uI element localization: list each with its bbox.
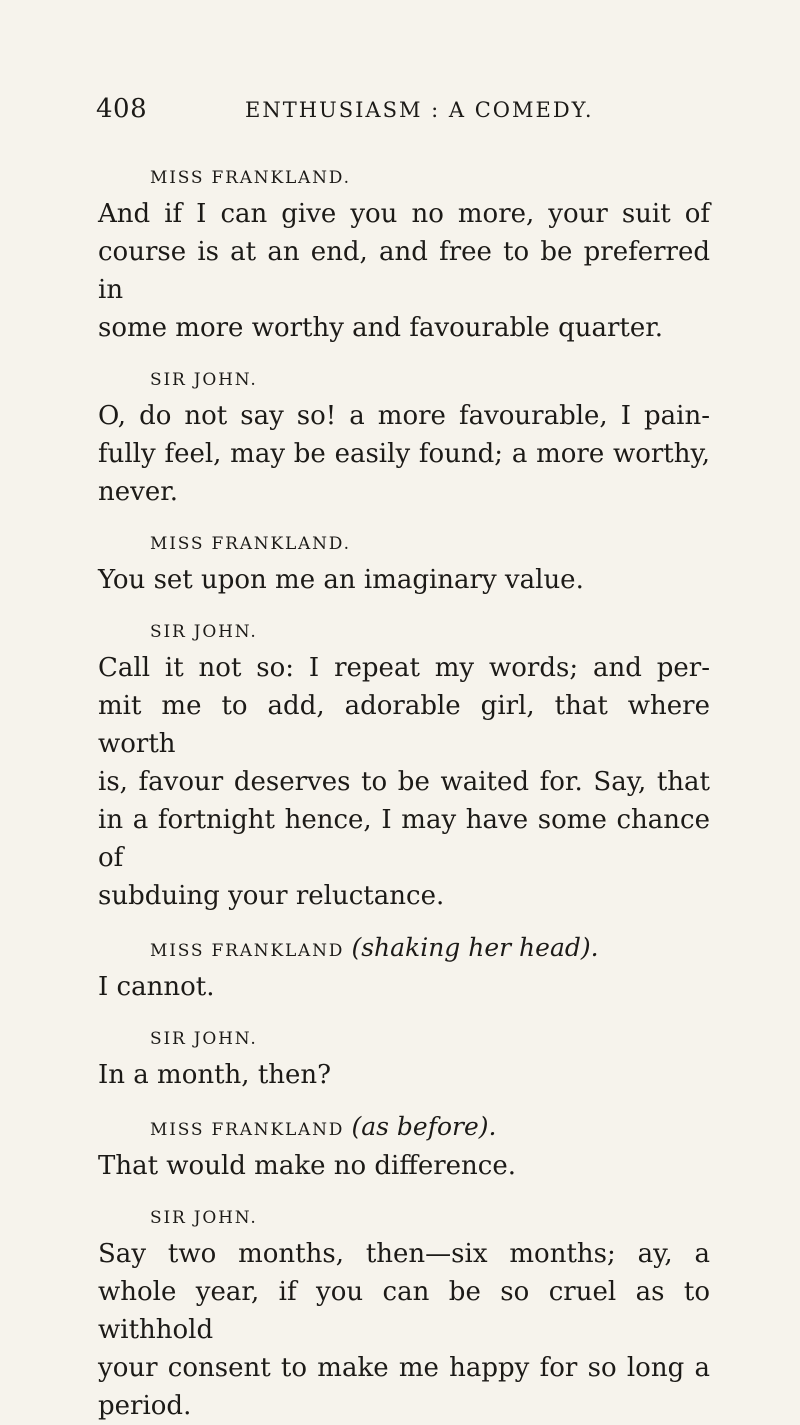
dialogue-line: I cannot.: [98, 972, 215, 1002]
stage-direction: (shaking her head).: [351, 933, 599, 962]
stage-direction: (as before).: [351, 1112, 497, 1141]
speech: [98, 619, 710, 915]
dialogue-line: Say two months, then—six months; ay, a: [98, 1239, 710, 1269]
speech: [98, 1026, 710, 1094]
dialogue-line: You set upon me an imaginary value.: [98, 565, 584, 595]
speech: [98, 1205, 710, 1425]
dialogue-line: fully feel, may be easily found; a more worthy,: [98, 439, 710, 469]
dialogue-line: course is at an end, and free to be preferred in: [98, 237, 710, 305]
speech: [98, 165, 710, 347]
speaker-name: SIR JOHN.: [150, 622, 258, 642]
speaker-name: MISS FRANKLAND (as before).: [150, 1112, 497, 1141]
dialogue-line: mit me to add, adorable girl, that where worth: [98, 691, 710, 759]
speaker-name: MISS FRANKLAND.: [150, 534, 351, 554]
dialogue-line: That would make no difference.: [98, 1151, 516, 1181]
dialogue-line: is, favour deserves to be waited for. Say, that: [98, 767, 710, 797]
dialogue-line: period.: [98, 1391, 192, 1421]
running-head: [0, 86, 800, 126]
dialogue-line: Call it not so: I repeat my words; and per-: [98, 653, 710, 683]
dialogue-line: in a fortnight hence, I may have some chance of: [98, 805, 710, 873]
dialogue-line: whole year, if you can be so cruel as to withhold: [98, 1277, 710, 1345]
dialogue-line: your consent to make me happy for so long a: [98, 1353, 710, 1383]
dialogue-line: subduing your reluctance.: [98, 881, 445, 911]
dialogue-line: never.: [98, 477, 179, 507]
page-number: 408: [96, 94, 148, 124]
speaker-name: SIR JOHN.: [150, 1208, 258, 1228]
play-text: [98, 165, 710, 1425]
dialogue-line: In a month, then?: [98, 1060, 332, 1090]
speech: [98, 935, 710, 1006]
dialogue-line: some more worthy and favourable quarter.: [98, 313, 664, 343]
speaker-name: SIR JOHN.: [150, 1029, 258, 1049]
dialogue-line: O, do not say so! a more favourable, I pain-: [98, 401, 710, 431]
speech: [98, 1114, 710, 1185]
speaker-name: MISS FRANKLAND (shaking her head).: [150, 933, 599, 962]
speaker-name: SIR JOHN.: [150, 370, 258, 390]
dialogue-line: And if I can give you no more, your suit of: [98, 199, 710, 229]
speaker-name: MISS FRANKLAND.: [150, 168, 351, 188]
speech: [98, 367, 710, 511]
running-title: ENTHUSIASM : A COMEDY.: [245, 98, 594, 122]
speech: [98, 531, 710, 599]
